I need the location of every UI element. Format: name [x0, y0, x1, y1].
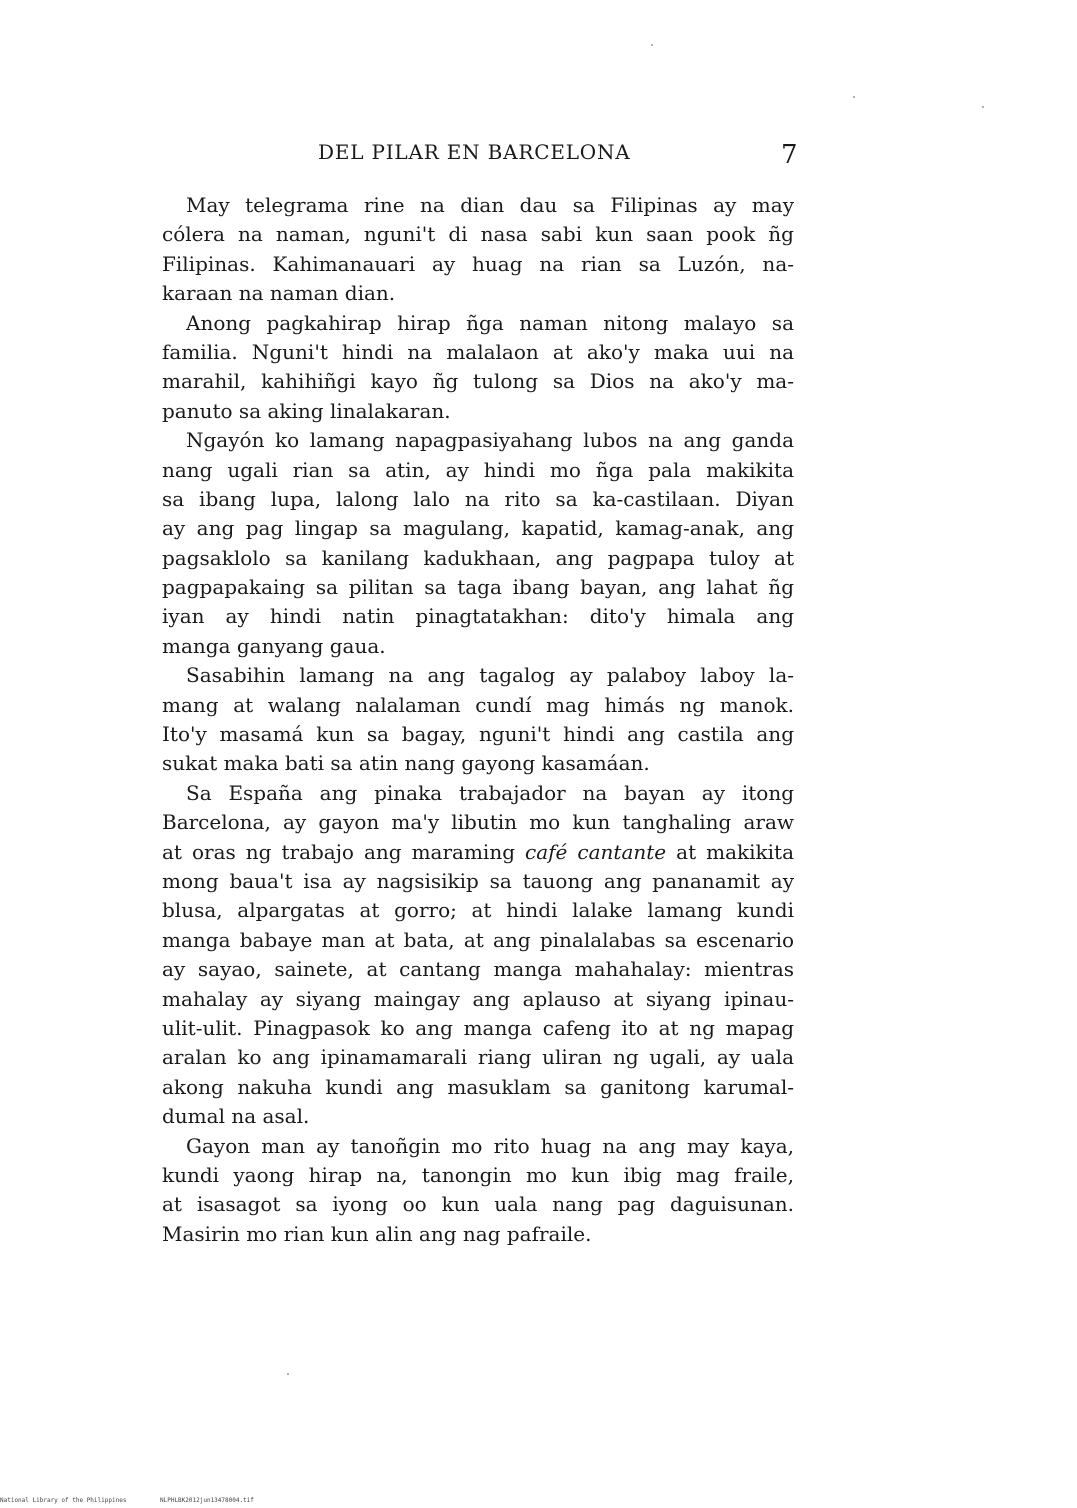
text-line: familia. Nguni't hindi na malalaon at ako'y maka uui na: [162, 339, 794, 364]
text-line: ulit-ulit. Pinagpasok ko ang manga cafeng ito at ng mapag: [162, 1015, 794, 1040]
paragraph: [162, 779, 794, 1132]
text-line: ay ang pag lingap sa magulang, kapatid, kamag-anak, ang: [162, 516, 794, 541]
paragraph: [162, 426, 794, 661]
text-line: mahalay ay siyang maingay ang aplauso at siyang ipinau-: [162, 986, 794, 1011]
body-text: [162, 191, 794, 1249]
text-line: mang at walang nalalaman cundí mag himás ng manok.: [162, 692, 794, 717]
text-line: Filipinas. Kahimanauari ay huag na rian sa Luzón, na-: [162, 251, 794, 276]
text-line: mong baua't isa ay nagsisikip sa tauong ang pananamit ay: [162, 868, 794, 893]
text-line: Anong pagkahirap hirap ñga naman nitong malayo sa: [186, 310, 794, 335]
paragraph: [162, 191, 794, 309]
text-line: panuto sa aking linalakaran.: [162, 398, 451, 423]
text-line: at isasagot sa iyong oo kun uala nang pag daguisunan.: [162, 1192, 794, 1217]
text-line: aralan ko ang ipinamamarali riang uliran ng ugali, ay uala: [162, 1045, 794, 1070]
text-line: dumal na asal.: [162, 1104, 310, 1129]
text-line: Gayon man ay tanoñgin mo rito huag na ang may kaya,: [186, 1133, 794, 1158]
text-line: Ito'y masamá kun sa bagay, nguni't hindi ang castila ang: [162, 722, 794, 747]
paragraph: [162, 309, 794, 427]
text-line: Sasabihin lamang na ang tagalog ay palaboy laboy la-: [186, 663, 794, 688]
text-line: at oras ng trabajo ang maraming café cantante at makikita: [162, 839, 795, 864]
text-line: Masirin mo rian kun alin ang nag pafraile.: [162, 1221, 592, 1246]
text-line: sukat maka bati sa atin nang gayong kasamáan.: [162, 751, 650, 776]
text-line: Barcelona, ay gayon ma'y libutin mo kun tanghaling araw: [162, 810, 794, 835]
text-line: May telegrama rine na dian dau sa Filipinas ay may: [186, 193, 794, 217]
scan-footer-filename: NLPHLBK2012jun13478004.tif: [160, 1497, 254, 1504]
text-line: marahil, kahihiñgi kayo ñg tulong sa Dios na ako'y ma-: [162, 369, 794, 394]
text-line: manga ganyang gaua.: [162, 633, 386, 658]
text-line: iyan ay hindi natin pinagtatakhan: dito'y himala ang: [162, 604, 794, 629]
text-line: pagpapakaing sa pilitan sa taga ibang bayan, ang lahat ñg: [162, 575, 794, 600]
text-line: pagsaklolo sa kanilang kadukhaan, ang pagpapa tuloy at: [162, 545, 794, 570]
text-line: sa ibang lupa, lalong lalo na rito sa ka-castilaan. Diyan: [162, 486, 794, 511]
text-line: kundi yaong hirap na, tanongin mo kun ibig mag fraile,: [162, 1162, 794, 1187]
text-line: karaan na naman dian.: [162, 281, 396, 306]
text-line: cólera na naman, nguni't di nasa sabi kun saan pook ñg: [162, 222, 794, 247]
text-line: Sa España ang pinaka trabajador na bayan ay itong: [186, 780, 794, 805]
paragraph: [162, 1132, 794, 1250]
scan-speck: [982, 106, 984, 108]
running-header-title: DEL PILAR EN BARCELONA: [318, 140, 631, 164]
scan-speck: [853, 96, 855, 98]
text-line: manga babaye man at bata, at ang pinalalabas sa escenario: [162, 927, 794, 952]
scan-speck: [651, 44, 653, 46]
text-line: nang ugali rian sa atin, ay hindi mo ñga pala makikita: [162, 457, 794, 482]
text-line: akong nakuha kundi ang masuklam sa ganitong karumal-: [162, 1074, 794, 1099]
text-line: ay sayao, sainete, at cantang manga mahahalay: mientras: [162, 957, 794, 982]
scan-footer-library: National Library of the Philippines: [0, 1497, 127, 1504]
italic-phrase: café cantante: [525, 839, 667, 864]
text-line: blusa, alpargatas at gorro; at hindi lalake lamang kundi: [162, 898, 794, 923]
paragraph: [162, 661, 794, 779]
page-number: 7: [781, 140, 798, 170]
text-line: Ngayón ko lamang napagpasiyahang lubos na ang ganda: [186, 428, 794, 453]
scan-speck: [287, 1373, 289, 1375]
